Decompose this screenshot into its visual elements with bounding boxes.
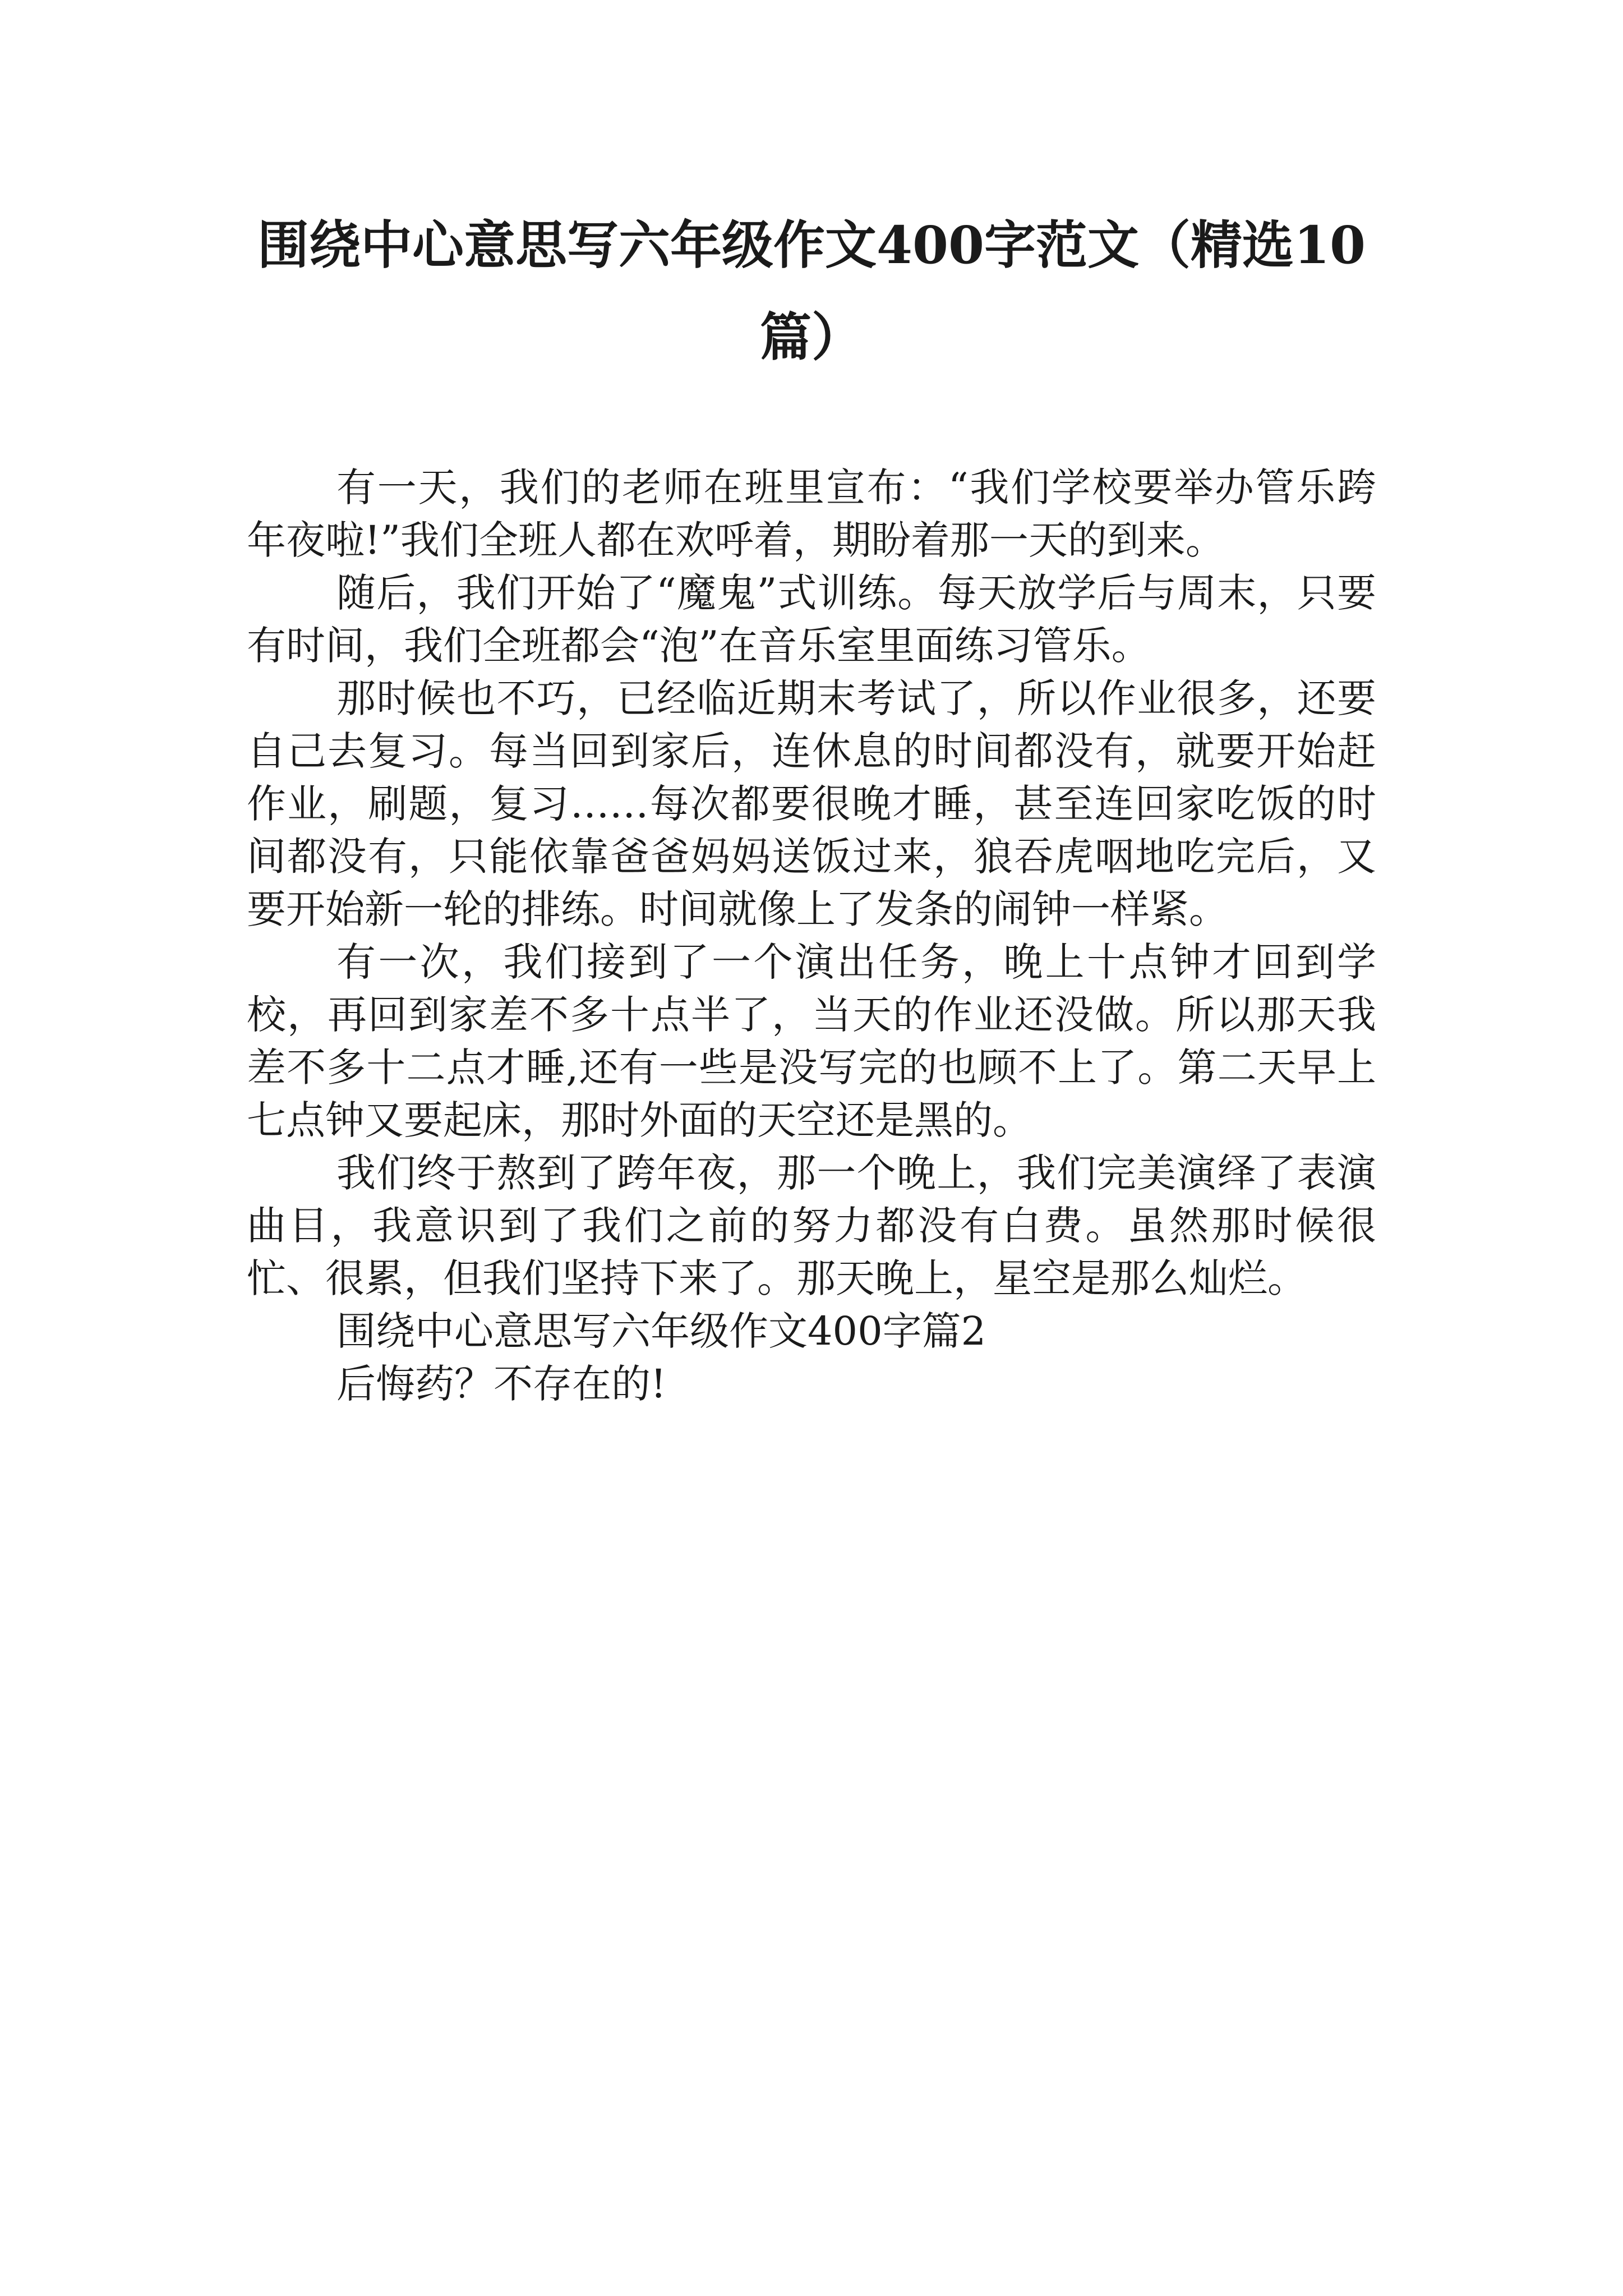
paragraph: 有一次，我们接到了一个演出任务，晚上十点钟才回到学校，再回到家差不多十点半了，当天的作业还没做。所以那天我差不多十二点才睡,还有一些是没写完的也顾不上了。第二天早上七点钟又要起床，那时外面的天空还是黑的。 [247,939,1376,1143]
document-title: 围绕中心意思写六年级作文400字范文（精选10篇） [257,215,1366,367]
document-body [247,461,1376,1410]
paragraph: 那时候也不巧，已经临近期末考试了，所以作业很多，还要自己去复习。每当回到家后，连休息的时间都没有，就要开始赶作业，刷题，复习……每次都要很晚才睡，甚至连回家吃饭的时间都没有，只能依靠爸爸妈妈送饭过来，狼吞虎咽地吃完后，又要开始新一轮的排练。时间就像上了发条的闹钟一样紧。 [247,675,1376,932]
paragraph: 有一天，我们的老师在班里宣布：“我们学校要举办管乐跨年夜啦!”我们全班人都在欢呼着，期盼着那一天的到来。 [247,464,1376,563]
section-heading: 围绕中心意思写六年级作文400字篇2 [336,1308,986,1354]
paragraph: 我们终于熬到了跨年夜，那一个晚上，我们完美演绎了表演曲目，我意识到了我们之前的努力都没有白费。虽然那时候很忙、很累，但我们坚持下来了。那天晚上，星空是那么灿烂。 [247,1150,1376,1301]
paragraph: 随后，我们开始了“魔鬼”式训练。每天放学后与周末，只要有时间，我们全班都会“泡”在音乐室里面练习管乐。 [247,570,1376,669]
closing-line: 后悔药？不存在的! [336,1361,667,1407]
